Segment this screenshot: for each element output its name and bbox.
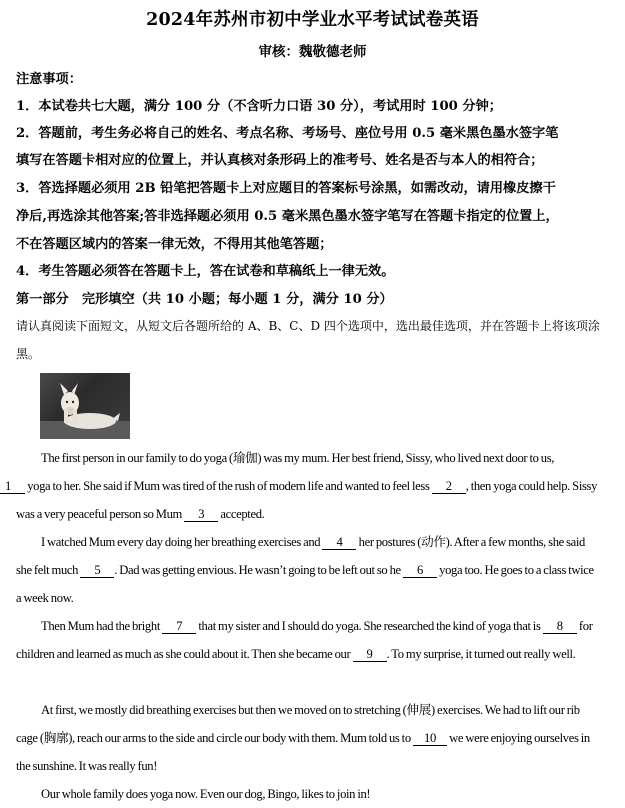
page-title: 2024年苏州市初中学业水平考试试卷英语 [146, 10, 479, 30]
reviewer-line: 审核：魏敬德老师 [258, 44, 367, 60]
passage-paragraph-5: Our whole family does yoga now. Even our dog, Bingo, likes to join in! [41, 787, 371, 801]
blank-5: 5 [80, 563, 114, 578]
notes-line-4: 3．答选择题必须用 2B 铅笔把答题卡上对应题目的答案标号涂黑，如需改动，请用橡皮擦干 [16, 181, 556, 196]
passage-text: The first person in our family to do yoga (瑜伽) was my mum. Her best friend, Sissy, who lived next door to us, [41, 451, 555, 465]
blank-2: 2 [432, 479, 466, 494]
blank-4: 4 [322, 535, 356, 550]
section-instruction: 请认真阅读下面短文，从短文后各题所给的 A、B、C、D 四个选项中，选出最佳选项，并在答题卡上将该项涂黑。 [16, 319, 600, 361]
passage-text: that my sister and I should do yoga. She researched the kind of yoga that is [196, 619, 543, 633]
passage-text: for children and learned as much as she could about it. Then she became our [16, 619, 593, 661]
blank-9: 9 [353, 647, 387, 662]
passage-paragraph-2 [16, 528, 599, 612]
passage-text: Then Mum had the bright [41, 619, 163, 633]
passage-paragraph-1 [5, 444, 599, 528]
passage-text: we were enjoying ourselves in the sunshine. It was really fun! [16, 731, 590, 773]
blank-1: 1 [0, 479, 25, 494]
blank-8: 8 [543, 619, 577, 634]
notes-heading: 注意事项： [16, 72, 82, 87]
passage-text: her postures (动作). After a few months, she said she felt much [16, 535, 586, 577]
passage-text: accepted. [218, 507, 265, 521]
notes-line-7: 4．考生答题必须答在答题卡上，答在试卷和草稿纸上一律无效。 [16, 264, 395, 279]
dog-icon [40, 373, 130, 439]
blank-7: 7 [162, 619, 196, 634]
blank-10: 10 [413, 731, 447, 746]
notes-line-5: 净后,再选涂其他答案;答非选择题必须用 0.5 毫米黑色墨水签字笔写在答题卡指定的位置上， [16, 209, 559, 224]
passage-text: yoga too. He goes to a class twice a week now. [16, 563, 594, 605]
section-heading: 第一部分 完形填空（共 10 小题；每小题 1 分，满分 10 分） [16, 292, 393, 307]
notes-line-2: 2．答题前，考生务必将自己的姓名、考点名称、考场号、座位号用 0.5 毫米黑色墨水签字笔 [16, 126, 559, 141]
notes-line-1: 1．本试卷共七大题，满分 100 分（不含听力口语 30 分），考试用时 100 分钟； [16, 99, 502, 114]
passage-text: yoga to her. She said if Mum was tired of the rush of modern life and wanted to feel less [25, 479, 432, 493]
passage-text: . Dad was getting envious. He wasn’t going to be left out so he [114, 563, 403, 577]
dog-yoga-photo [40, 373, 130, 439]
notes-line-3: 填写在答题卡相对应的位置上，并认真核对条形码上的准考号、姓名是否与本人的相符合； [16, 153, 544, 168]
passage-paragraph-3 [16, 612, 599, 668]
blank-6: 6 [403, 563, 437, 578]
passage-paragraph-4 [16, 696, 599, 780]
passage-text: , then yoga could help. Sissy was a very peaceful person so Mum [16, 479, 598, 521]
passage-text: I watched Mum every day doing her breathing exercises and [41, 535, 323, 549]
notes-line-6: 不在答题区域内的答案一律无效，不得用其他笔答题； [16, 237, 333, 252]
passage-text: . To my surprise, it turned out really well. [386, 647, 576, 661]
passage-text: At first, we mostly did breathing exercises but then we moved on to stretching (伸展) exercises. We had to lift our rib cage (胸廓), reach our arms to the side and circle our body with them. Mum told us to [16, 703, 580, 745]
blank-3: 3 [184, 507, 218, 522]
